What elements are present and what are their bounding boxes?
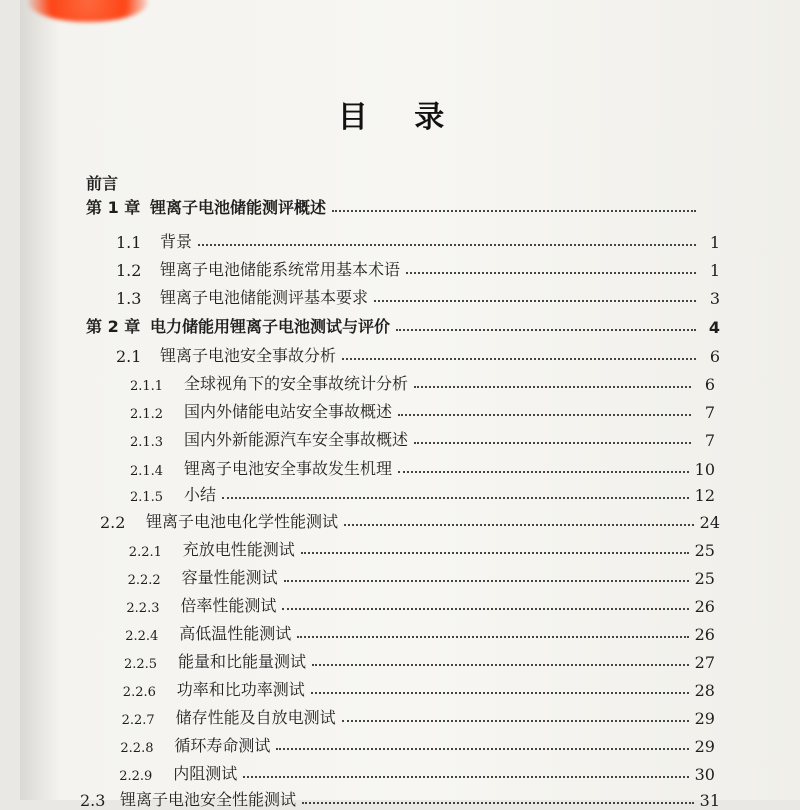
toc-row — [86, 194, 720, 218]
toc-page-number: 27 — [694, 653, 715, 672]
dot-leader — [414, 386, 691, 388]
toc-page-number: 10 — [694, 460, 715, 479]
toc-title: 能量和比能量测试 — [178, 652, 307, 671]
toc-row — [130, 481, 715, 505]
toc-title: 高低温性能测试 — [179, 624, 292, 643]
dot-leader — [406, 272, 696, 274]
toc-number: 2.2.9 — [119, 769, 153, 784]
toc-row — [100, 508, 720, 532]
toc-page-number: 12 — [694, 486, 715, 505]
toc-title: 锂离子电池安全性能测试 — [120, 790, 297, 809]
toc-row — [80, 786, 720, 810]
toc-row — [116, 342, 720, 366]
toc-number: 1.1 — [116, 233, 142, 252]
toc-title: 内阻测试 — [173, 764, 238, 783]
toc-number: 2.1.4 — [130, 464, 164, 479]
toc-row — [130, 426, 715, 450]
toc-page-number: 29 — [694, 709, 715, 728]
dot-leader — [332, 210, 696, 212]
toc-row — [130, 370, 715, 394]
toc-preface — [86, 170, 118, 194]
dot-leader — [344, 524, 694, 526]
toc-number: 2.1 — [116, 347, 142, 366]
dot-leader — [312, 664, 689, 666]
page-title: 目 录 — [337, 100, 463, 135]
dot-leader — [302, 802, 694, 804]
toc-title: 锂离子电池安全事故分析 — [160, 346, 337, 365]
toc-title: 锂离子电池安全事故发生机理 — [184, 459, 393, 478]
toc-title: 倍率性能测试 — [180, 596, 277, 615]
toc-title: 锂离子电池储能系统常用基本术语 — [160, 260, 401, 279]
toc-number: 第 1 章 — [86, 198, 141, 217]
dot-leader — [396, 329, 696, 331]
toc-row — [119, 760, 715, 784]
toc-row — [116, 284, 720, 308]
toc-number: 2.1.2 — [130, 407, 164, 422]
toc-number: 2.2.5 — [124, 657, 158, 672]
toc-page-number: 1 — [709, 233, 720, 252]
toc-number: 2.2.6 — [122, 685, 156, 700]
toc-page-number: 3 — [709, 289, 720, 308]
toc-number: 1.3 — [116, 289, 142, 308]
toc-title: 全球视角下的安全事故统计分析 — [184, 374, 409, 393]
toc-page-number: 6 — [709, 347, 720, 366]
toc-page-number: 7 — [704, 403, 715, 422]
toc-page-number: 29 — [694, 737, 715, 756]
toc-row — [122, 704, 715, 728]
dot-leader — [301, 552, 689, 554]
toc-number: 2.2.8 — [120, 741, 154, 756]
dot-leader — [198, 244, 696, 246]
toc-page-number: 25 — [694, 541, 715, 560]
dot-leader — [398, 414, 691, 416]
toc-number: 2.1.3 — [130, 435, 164, 450]
toc-number: 第 2 章 — [86, 317, 141, 336]
dot-leader — [311, 692, 689, 694]
dot-leader — [284, 580, 689, 582]
dot-leader — [342, 720, 689, 722]
toc-title: 锂离子电池储能测评概述 — [150, 198, 327, 217]
toc-row — [128, 564, 715, 588]
toc-title: 循环寿命测试 — [174, 736, 271, 755]
toc-number: 2.2.3 — [126, 601, 160, 616]
toc-row — [129, 536, 715, 560]
toc-number: 2.3 — [80, 791, 106, 810]
toc-page-number: 26 — [694, 597, 715, 616]
toc-title: 充放电性能测试 — [182, 540, 295, 559]
toc-title: 功率和比功率测试 — [176, 680, 305, 699]
toc-row — [116, 256, 720, 280]
toc-row — [120, 732, 715, 756]
toc-row — [116, 228, 720, 252]
toc-title: 锂离子电池电化学性能测试 — [146, 512, 339, 531]
toc-row — [125, 620, 715, 644]
toc-page-number: 31 — [699, 791, 720, 810]
toc-title: 国内外新能源汽车安全事故概述 — [184, 430, 409, 449]
toc-title: 容量性能测试 — [181, 568, 278, 587]
dot-leader — [414, 442, 691, 444]
toc-row — [123, 676, 715, 700]
toc-page-number: 24 — [699, 513, 720, 532]
dot-leader — [398, 471, 689, 473]
dot-leader — [276, 748, 688, 750]
toc-page-number: 25 — [694, 569, 715, 588]
toc-page-number: 26 — [694, 625, 715, 644]
toc-row — [124, 648, 715, 672]
toc-page-number: 4 — [708, 318, 720, 337]
toc-number: 2.1.5 — [130, 490, 164, 505]
toc-number: 1.2 — [116, 261, 142, 280]
toc-row — [86, 313, 720, 337]
toc-page-number: 28 — [694, 681, 715, 700]
toc-page-number: 30 — [694, 765, 715, 784]
toc-number: 2.2.4 — [125, 629, 159, 644]
dot-leader — [222, 497, 689, 499]
dot-leader — [342, 358, 696, 360]
toc-title: 国内外储能电站安全事故概述 — [184, 402, 393, 421]
toc-title: 小结 — [184, 485, 217, 504]
toc-number: 2.2.7 — [121, 713, 155, 728]
toc-row — [126, 592, 715, 616]
toc-page-number: 6 — [704, 375, 715, 394]
toc-number: 2.2.2 — [127, 573, 161, 588]
toc-title: 电力储能用锂离子电池测试与评价 — [150, 317, 391, 336]
toc-title: 锂离子电池储能测评基本要求 — [160, 288, 369, 307]
toc-title: 储存性能及自放电测试 — [175, 708, 336, 727]
dot-leader — [374, 300, 696, 302]
toc-number: 2.1.1 — [130, 379, 164, 394]
toc-row — [130, 398, 715, 422]
dot-leader — [243, 776, 688, 778]
toc-row — [130, 455, 715, 479]
toc-title: 背景 — [160, 232, 193, 251]
toc-page-number: 7 — [704, 431, 715, 450]
dot-leader — [282, 608, 688, 610]
toc-number: 2.2.1 — [128, 545, 162, 560]
toc-page-number: 1 — [709, 261, 720, 280]
preface-label: 前言 — [86, 174, 119, 193]
dot-leader — [297, 636, 688, 638]
toc-number: 2.2 — [100, 513, 126, 532]
